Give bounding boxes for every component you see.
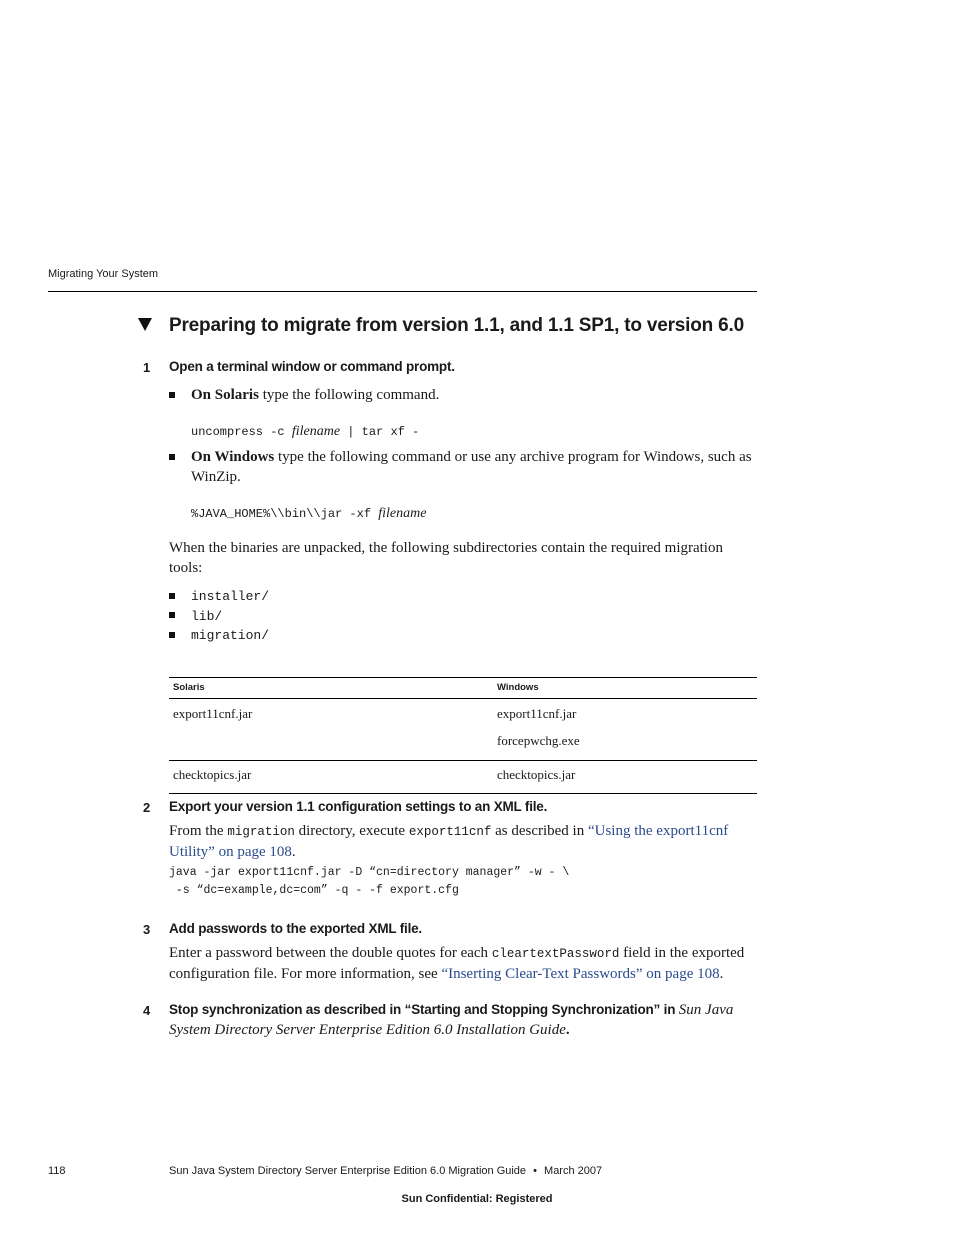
footer-date: March 2007 [544,1165,603,1177]
solaris-command-prefix: uncompress -c [191,425,292,439]
dir-installer: installer/ [191,589,270,604]
table-row [169,699,757,734]
table-row [169,761,757,794]
step-3-body-1: Enter a password between the double quotes for each [169,945,492,961]
step-3-paragraph [169,943,757,984]
footer-title-text: Sun Java System Directory Server Enterprise Edition 6.0 Migration Guide [169,1165,527,1177]
footer-separator: • [533,1165,537,1177]
step-2-number: 2 [143,800,151,815]
header-rule [48,291,757,292]
bullet-icon [169,612,175,618]
table-cell [169,733,493,761]
jar-table [169,677,757,794]
windows-instruction-text: type the following command or use any archive program for Windows, such as WinZip. [191,449,752,485]
bullet-icon [169,593,175,599]
step-2-body-3: as described in [491,823,588,839]
footer-book-title [169,1165,602,1177]
windows-command-var: filename [378,506,427,521]
step-2-body-1: From the [169,823,228,839]
bullet-icon [169,392,175,398]
step-3-body-2: field in the exported configuration file. For more information, see [169,945,745,982]
solaris-command-suffix: | tar xf - [340,425,420,439]
solaris-label: On Solaris [191,387,259,403]
export-command-line-1: java -jar export11cnf.jar -D “cn=directory manager” -w - \ [169,866,570,879]
unpacked-paragraph: When the binaries are unpacked, the following subdirectories contain the required migration tools: [169,540,723,576]
table-row [169,733,757,761]
section-title: Preparing to migrate from version 1.1, and 1.1 SP1, to version 6.0 [169,315,744,336]
running-header: Migrating Your System [48,268,159,280]
table-cell: checktopics.jar [169,761,493,794]
table-header-solaris: Solaris [169,678,493,699]
step-3-text: Add passwords to the exported XML file. [169,921,422,936]
inserting-clear-text-link[interactable]: “Inserting Clear-Text Passwords” on page 108 [441,966,720,982]
step-4-text-end: . [565,1022,570,1038]
dir-lib: lib/ [191,609,223,624]
windows-command-prefix: %JAVA_HOME%\\bin\\jar -xf [191,507,379,521]
step-4-text-bold: Stop synchronization as described in “Starting and Stopping Synchronization” in [169,1002,679,1017]
step-4-number: 4 [143,1003,151,1018]
step-3-number: 3 [143,922,151,937]
confidential-notice: Sun Confidential: Registered [401,1193,553,1205]
windows-label: On Windows [191,449,275,465]
bullet-icon [169,632,175,638]
step-2-body-2: directory, execute [294,823,409,839]
step-1-text: Open a terminal window or command prompt. [169,359,455,374]
step-3-code-cleartextpassword: cleartextPassword [491,947,620,961]
solaris-instruction [191,385,757,405]
solaris-instruction-text: type the following command. [258,387,440,403]
table-cell: export11cnf.jar [497,706,577,721]
collapse-triangle-icon [138,318,152,331]
windows-command [191,506,426,522]
export-command-line-2: -s “dc=example,dc=com” -q - -f export.cfg [169,884,459,897]
bullet-icon [169,454,175,460]
windows-instruction [191,447,757,487]
step-2-body-4: . [291,844,296,860]
dir-migration: migration/ [191,628,270,643]
step-2-code-migration: migration [227,825,295,839]
solaris-command-var: filename [291,424,341,439]
table-header-windows: Windows [493,678,757,699]
table-cell: forcepwchg.exe [493,733,757,761]
using-export11cnf-link[interactable]: “Using the export11cnf Utility” on page 108 [169,823,729,860]
step-2-text: Export your version 1.1 configuration settings to an XML file. [169,799,548,814]
step-2-code-export11cnf: export11cnf [408,825,492,839]
step-3-body-3: . [719,966,724,982]
step-4-text [169,1000,757,1040]
table-cell: export11cnf.jar [173,706,253,721]
step-4-guide-title: Sun Java System Directory Server Enterprise Edition 6.0 Installation Guide [169,1002,734,1038]
table-cell: checktopics.jar [493,761,757,794]
table-header-row [169,678,757,699]
step-1-number: 1 [143,360,151,375]
solaris-command [191,424,419,440]
step-2-paragraph [169,821,757,862]
page-number: 118 [48,1165,66,1177]
